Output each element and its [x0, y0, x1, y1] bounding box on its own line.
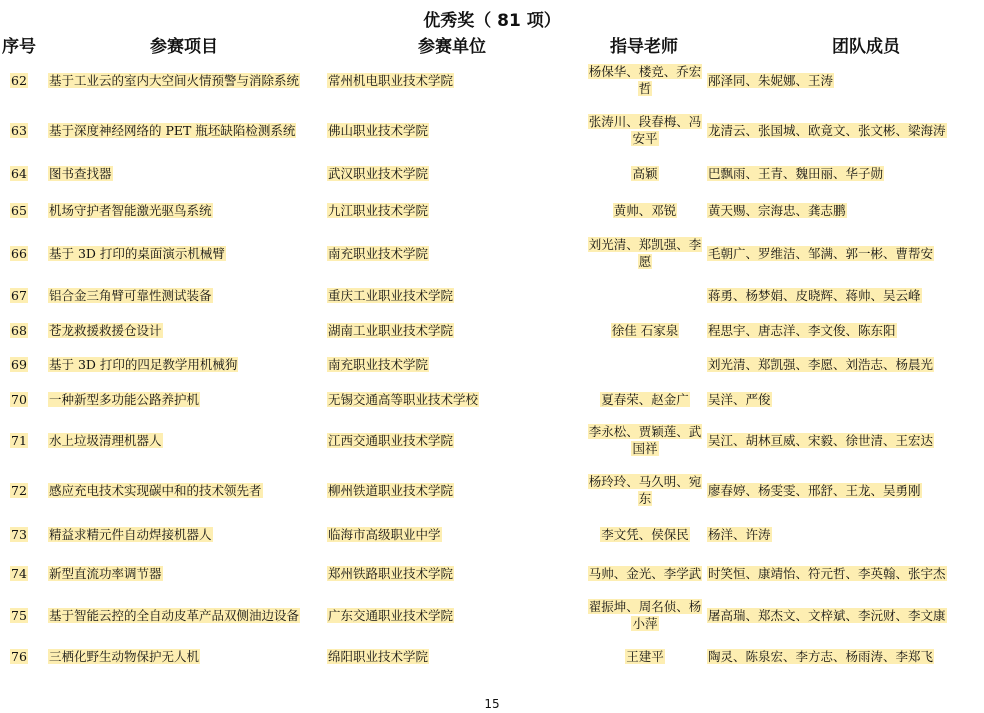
row-team-text: 毛朝广、罗维洁、邹满、郭一彬、曹帮安 — [708, 245, 934, 261]
row-team-text: 吴江、胡林亘威、宋毅、徐世清、王宏达 — [708, 432, 934, 448]
row-unit — [327, 165, 577, 182]
row-unit-text: 柳州铁道职业技术学院 — [328, 482, 454, 498]
row-unit — [327, 245, 577, 262]
row-unit — [327, 356, 577, 373]
row-advisor — [584, 113, 706, 147]
row-number — [8, 202, 30, 219]
row-team — [707, 432, 979, 449]
row-number-text: 75 — [11, 607, 27, 623]
row-team — [707, 245, 979, 262]
row-advisor — [584, 648, 706, 665]
row-number — [8, 432, 30, 449]
header-project: 参赛项目 — [150, 37, 218, 57]
row-number — [8, 356, 30, 373]
row-number-text: 63 — [11, 122, 27, 138]
row-project-text: 机场守护者智能激光驱鸟系统 — [49, 202, 212, 218]
row-project-text: 图书查找器 — [49, 165, 112, 181]
row-advisor-text: 王建平 — [626, 648, 664, 664]
row-unit — [327, 391, 577, 408]
row-team — [707, 322, 979, 339]
page-number: 15 — [484, 697, 500, 711]
row-team-text: 蒋勇、杨梦娟、皮晓辉、蒋帅、吴云峰 — [708, 287, 921, 303]
row-project-text: 基于 3D 打印的四足教学用机械狗 — [49, 356, 238, 372]
row-project — [48, 607, 330, 624]
row-number — [8, 565, 30, 582]
row-project-text: 一种新型多功能公路养护机 — [49, 391, 200, 407]
row-unit — [327, 607, 577, 624]
row-number-text: 65 — [11, 202, 27, 218]
row-project — [48, 356, 330, 373]
row-advisor-text: 杨保华、楼竞、乔宏哲 — [588, 64, 702, 96]
row-number — [8, 165, 30, 182]
row-unit-text: 绵阳职业技术学院 — [328, 648, 429, 664]
row-advisor — [584, 423, 706, 457]
row-project-text: 三栖化野生动物保护无人机 — [49, 648, 200, 664]
row-team-text: 巴飘雨、王青、魏田丽、华子勋 — [708, 165, 884, 181]
header-num: 序号 — [2, 37, 36, 57]
row-unit-text: 南充职业技术学院 — [328, 245, 429, 261]
row-project-text: 水上垃圾清理机器人 — [49, 432, 162, 448]
row-number-text: 71 — [11, 432, 27, 448]
row-advisor — [584, 565, 706, 582]
row-number — [8, 122, 30, 139]
row-team-text: 黄天赐、宗海忠、龚志鹏 — [708, 202, 846, 218]
row-advisor-text: 夏春荣、赵金广 — [601, 391, 689, 407]
row-project — [48, 72, 330, 89]
row-number — [8, 72, 30, 89]
row-team — [707, 202, 979, 219]
row-advisor-text: 马帅、金光、李学武 — [588, 565, 702, 581]
row-project-text: 感应充电技术实现碳中和的技术领先者 — [49, 482, 262, 498]
row-unit-text: 常州机电职业技术学院 — [328, 72, 454, 88]
row-team — [707, 72, 979, 89]
row-team — [707, 287, 979, 304]
row-project-text: 苍龙救援救援仓设计 — [49, 322, 162, 338]
row-advisor-text: 翟振坤、周名侦、杨小萍 — [588, 599, 702, 631]
row-team-text: 龙清云、张国城、欧竟文、张文彬、梁海涛 — [708, 122, 946, 138]
row-team-text: 杨洋、许涛 — [708, 526, 771, 542]
header-unit: 参赛单位 — [418, 37, 486, 57]
row-number-text: 69 — [11, 356, 27, 372]
row-number-text: 74 — [11, 565, 27, 581]
row-unit-text: 佛山职业技术学院 — [328, 122, 429, 138]
row-project — [48, 565, 330, 582]
row-team-text: 刘光清、郑凯强、李愿、刘浩志、杨晨光 — [708, 356, 934, 372]
row-advisor-text: 杨玲玲、马久明、宛东 — [588, 474, 702, 506]
row-advisor-text: 刘光清、郑凯强、李愿 — [588, 237, 702, 269]
row-project-text: 基于工业云的室内大空间火情预警与消除系统 — [49, 72, 300, 88]
row-advisor — [584, 473, 706, 507]
row-advisor — [584, 202, 706, 219]
row-project — [48, 648, 330, 665]
row-unit — [327, 482, 577, 499]
row-number — [8, 245, 30, 262]
row-advisor — [584, 322, 706, 339]
row-advisor — [584, 598, 706, 632]
row-project-text: 基于 3D 打印的桌面演示机械臂 — [49, 245, 225, 261]
row-number-text: 66 — [11, 245, 27, 261]
row-team — [707, 356, 979, 373]
row-project — [48, 322, 330, 339]
row-advisor — [584, 391, 706, 408]
row-team — [707, 648, 979, 665]
row-team-text: 陶灵、陈泉宏、李方志、杨雨涛、李郑飞 — [708, 648, 934, 664]
row-number-text: 67 — [11, 287, 27, 303]
row-advisor — [584, 526, 706, 543]
row-unit — [327, 287, 577, 304]
row-number-text: 64 — [11, 165, 27, 181]
row-team-text: 邴泽同、朱妮娜、王涛 — [708, 72, 834, 88]
row-team — [707, 526, 979, 543]
row-project-text: 精益求精元件自动焊接机器人 — [49, 526, 212, 542]
row-number — [8, 482, 30, 499]
header-team: 团队成员 — [832, 37, 900, 57]
row-advisor-text: 张涛川、段春梅、冯安平 — [588, 114, 702, 146]
row-number — [8, 607, 30, 624]
row-team-text: 廖春婷、杨雯雯、邢舒、王龙、吴勇刚 — [708, 482, 921, 498]
row-advisor-text: 黄帅、邓锐 — [613, 202, 677, 218]
row-unit — [327, 432, 577, 449]
row-number — [8, 391, 30, 408]
row-team-text: 屠高瑞、郑杰文、文梓斌、李沅财、李文康 — [708, 607, 946, 623]
row-project-text: 铝合金三角臂可靠性测试装备 — [49, 287, 212, 303]
row-unit-text: 湖南工业职业技术学院 — [328, 322, 454, 338]
row-number-text: 62 — [11, 72, 27, 88]
row-project-text: 新型直流功率调节器 — [49, 565, 162, 581]
row-advisor-text: 李永松、贾颖莲、武国祥 — [588, 424, 702, 456]
row-advisor — [584, 236, 706, 270]
document-title: 优秀奖（ 81 项） — [423, 11, 561, 31]
header-advisor: 指导老师 — [610, 37, 678, 57]
row-number-text: 76 — [11, 648, 27, 664]
row-unit-text: 广东交通职业技术学院 — [328, 607, 454, 623]
row-unit — [327, 526, 577, 543]
row-unit — [327, 202, 577, 219]
row-number — [8, 287, 30, 304]
row-unit-text: 无锡交通高等职业技术学校 — [328, 391, 479, 407]
row-number — [8, 648, 30, 665]
row-team — [707, 391, 979, 408]
row-unit-text: 武汉职业技术学院 — [328, 165, 429, 181]
row-number-text: 73 — [11, 526, 27, 542]
row-unit-text: 江西交通职业技术学院 — [328, 432, 454, 448]
row-unit-text: 九江职业技术学院 — [328, 202, 429, 218]
row-project — [48, 122, 330, 139]
row-advisor — [584, 63, 706, 97]
row-number — [8, 526, 30, 543]
row-number-text: 68 — [11, 322, 27, 338]
row-project — [48, 245, 330, 262]
row-unit — [327, 565, 577, 582]
row-project — [48, 165, 330, 182]
row-team — [707, 482, 979, 499]
row-team — [707, 165, 979, 182]
row-team-text: 程思宇、唐志洋、李文俊、陈东阳 — [708, 322, 896, 338]
row-project-text: 基于深度神经网络的 PET 瓶坯缺陷检测系统 — [49, 122, 296, 138]
row-project — [48, 432, 330, 449]
row-project — [48, 526, 330, 543]
row-unit — [327, 648, 577, 665]
row-project — [48, 202, 330, 219]
row-advisor-text: 徐佳 石家泉 — [611, 322, 679, 338]
row-advisor — [584, 165, 706, 182]
row-unit-text: 重庆工业职业技术学院 — [328, 287, 454, 303]
row-project — [48, 482, 330, 499]
row-team — [707, 122, 979, 139]
row-number-text: 72 — [11, 482, 27, 498]
row-number — [8, 322, 30, 339]
row-team — [707, 607, 979, 624]
row-unit-text: 南充职业技术学院 — [328, 356, 429, 372]
row-team-text: 时笑恒、康靖怡、符元哲、李英翰、张宇杰 — [708, 565, 946, 581]
row-unit — [327, 122, 577, 139]
row-unit-text: 临海市高级职业中学 — [328, 526, 441, 542]
row-project — [48, 391, 330, 408]
row-unit — [327, 322, 577, 339]
row-advisor-text: 李文凭、侯保民 — [601, 526, 689, 542]
row-unit-text: 郑州铁路职业技术学院 — [328, 565, 454, 581]
row-team — [707, 565, 979, 582]
row-project-text: 基于智能云控的全自动皮革产品双侧油边设备 — [49, 607, 300, 623]
row-advisor-text: 高颖 — [632, 165, 658, 181]
row-team-text: 吴洋、严俊 — [708, 391, 771, 407]
row-number-text: 70 — [11, 391, 27, 407]
row-project — [48, 287, 330, 304]
row-unit — [327, 72, 577, 89]
